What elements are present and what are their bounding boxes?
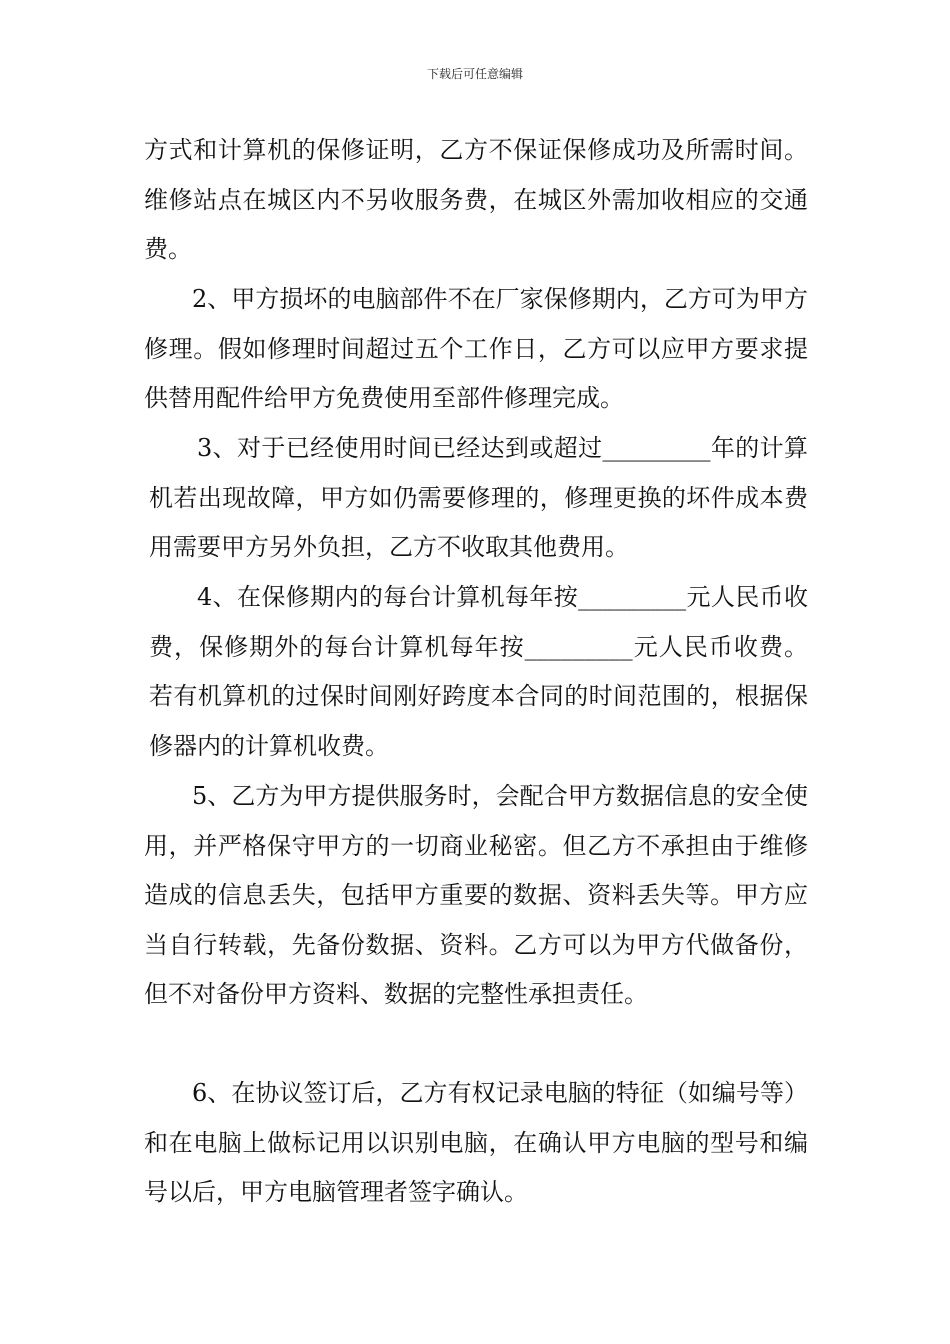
clause-6: 6、在协议签订后，乙方有权记录电脑的特征（如编号等）和在电脑上做标记用以识别电脑，在确认甲方电脑的型号和编号以后，甲方电脑管理者签字确认。 [144,1079,808,1207]
page-header: 下载后可任意编辑 [426,67,523,81]
clause-4: 4、在保修期内的每台计算机每年按_________元人民币收费，保修期外的每台计算机每年按_________元人民币收费。若有机算机的过保时间刚好跨度本合同的时间范围的，根据保修器内的计算机收费。 [149,583,808,760]
clause-2: 2、甲方损坏的电脑部件不在厂家保修期内，乙方可为甲方修理。假如修理时间超过五个工作日，乙方可以应甲方要求提供替用配件给甲方免费使用至部件修理完成。 [144,285,808,413]
paragraph-continuation: 方式和计算机的保修证明，乙方不保证保修成功及所需时间。维修站点在城区内不另收服务费，在城区外需加收相应的交通费。 [144,136,808,264]
clause-3: 3、对于已经使用时间已经达到或超过_________年的计算机若出现故障，甲方如仍需要修理的，修理更换的坏件成本费用需要甲方另外负担，乙方不收取其他费用。 [149,434,808,562]
clause-5: 5、乙方为甲方提供服务时，会配合甲方数据信息的安全使用，并严格保守甲方的一切商业秘密。但乙方不承担由于维修造成的信息丢失，包括甲方重要的数据、资料丢失等。甲方应当自行转载，先备份数据、资料。乙方可以为甲方代做备份，但不对备份甲方资料、数据的完整性承担责任。 [144,782,808,1009]
